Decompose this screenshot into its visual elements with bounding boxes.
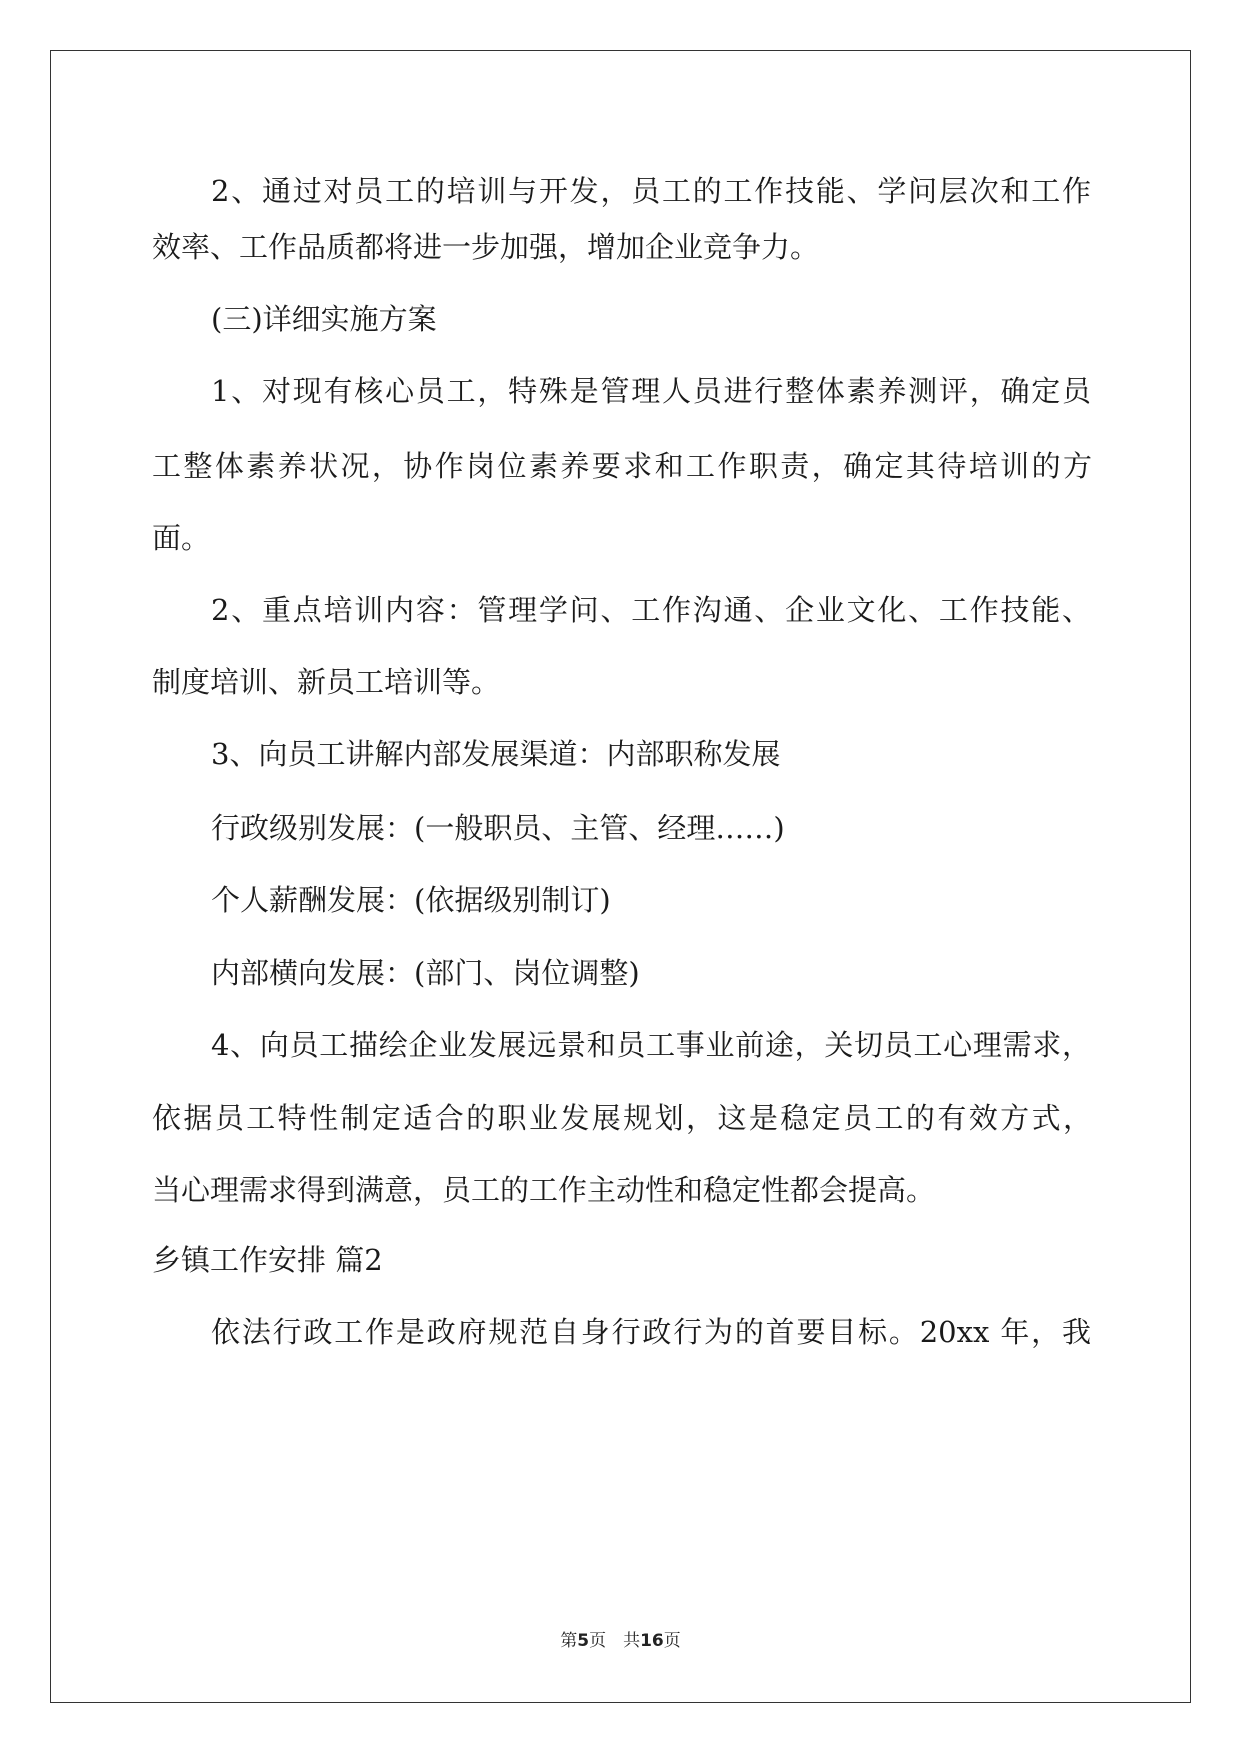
paragraph-line: 2、重点培训内容：管理学问、工作沟通、企业文化、工作技能、 bbox=[211, 593, 1091, 627]
article-heading: 乡镇工作安排 篇2 bbox=[152, 1243, 383, 1277]
paragraph-line: 4、向员工描绘企业发展远景和员工事业前途，关切员工心理需求， bbox=[211, 1028, 1091, 1062]
footer-suffix: 页 bbox=[663, 1631, 681, 1651]
paragraph-line: 效率、工作品质都将进一步加强，增加企业竞争力。 bbox=[152, 230, 820, 264]
footer-page-number: 5 bbox=[577, 1631, 590, 1651]
page-footer bbox=[0, 1626, 1241, 1651]
paragraph-line: 当心理需求得到满意，员工的工作主动性和稳定性都会提高。 bbox=[152, 1173, 936, 1207]
page-border bbox=[50, 50, 1191, 1703]
paragraph-line: 3、向员工讲解内部发展渠道：内部职称发展 bbox=[211, 737, 781, 771]
paragraph-line: 个人薪酬发展：(依据级别制订) bbox=[211, 883, 611, 917]
paragraph-line: 制度培训、新员工培训等。 bbox=[152, 665, 501, 699]
paragraph-line: 1、对现有核心员工，特殊是管理人员进行整体素养测评，确定员 bbox=[211, 374, 1091, 408]
paragraph-line: 依据员工特性制定适合的职业发展规划，这是稳定员工的有效方式， bbox=[152, 1101, 1092, 1135]
section-heading: (三)详细实施方案 bbox=[211, 302, 437, 336]
footer-prefix: 第 bbox=[560, 1631, 578, 1651]
paragraph-line: 2、通过对员工的培训与开发，员工的工作技能、学问层次和工作 bbox=[211, 174, 1091, 208]
paragraph-line: 面。 bbox=[152, 521, 211, 555]
paragraph-line: 行政级别发展：(一般职员、主管、经理……) bbox=[211, 811, 785, 845]
paragraph-line: 工整体素养状况，协作岗位素养要求和工作职责，确定其待培训的方 bbox=[152, 449, 1092, 483]
footer-page-total: 16 bbox=[640, 1631, 664, 1651]
footer-mid: 页 共 bbox=[589, 1631, 641, 1651]
paragraph-line: 内部横向发展：(部门、岗位调整) bbox=[211, 956, 640, 990]
paragraph-line: 依法行政工作是政府规范自身行政行为的首要目标。20xx 年，我 bbox=[211, 1315, 1091, 1349]
